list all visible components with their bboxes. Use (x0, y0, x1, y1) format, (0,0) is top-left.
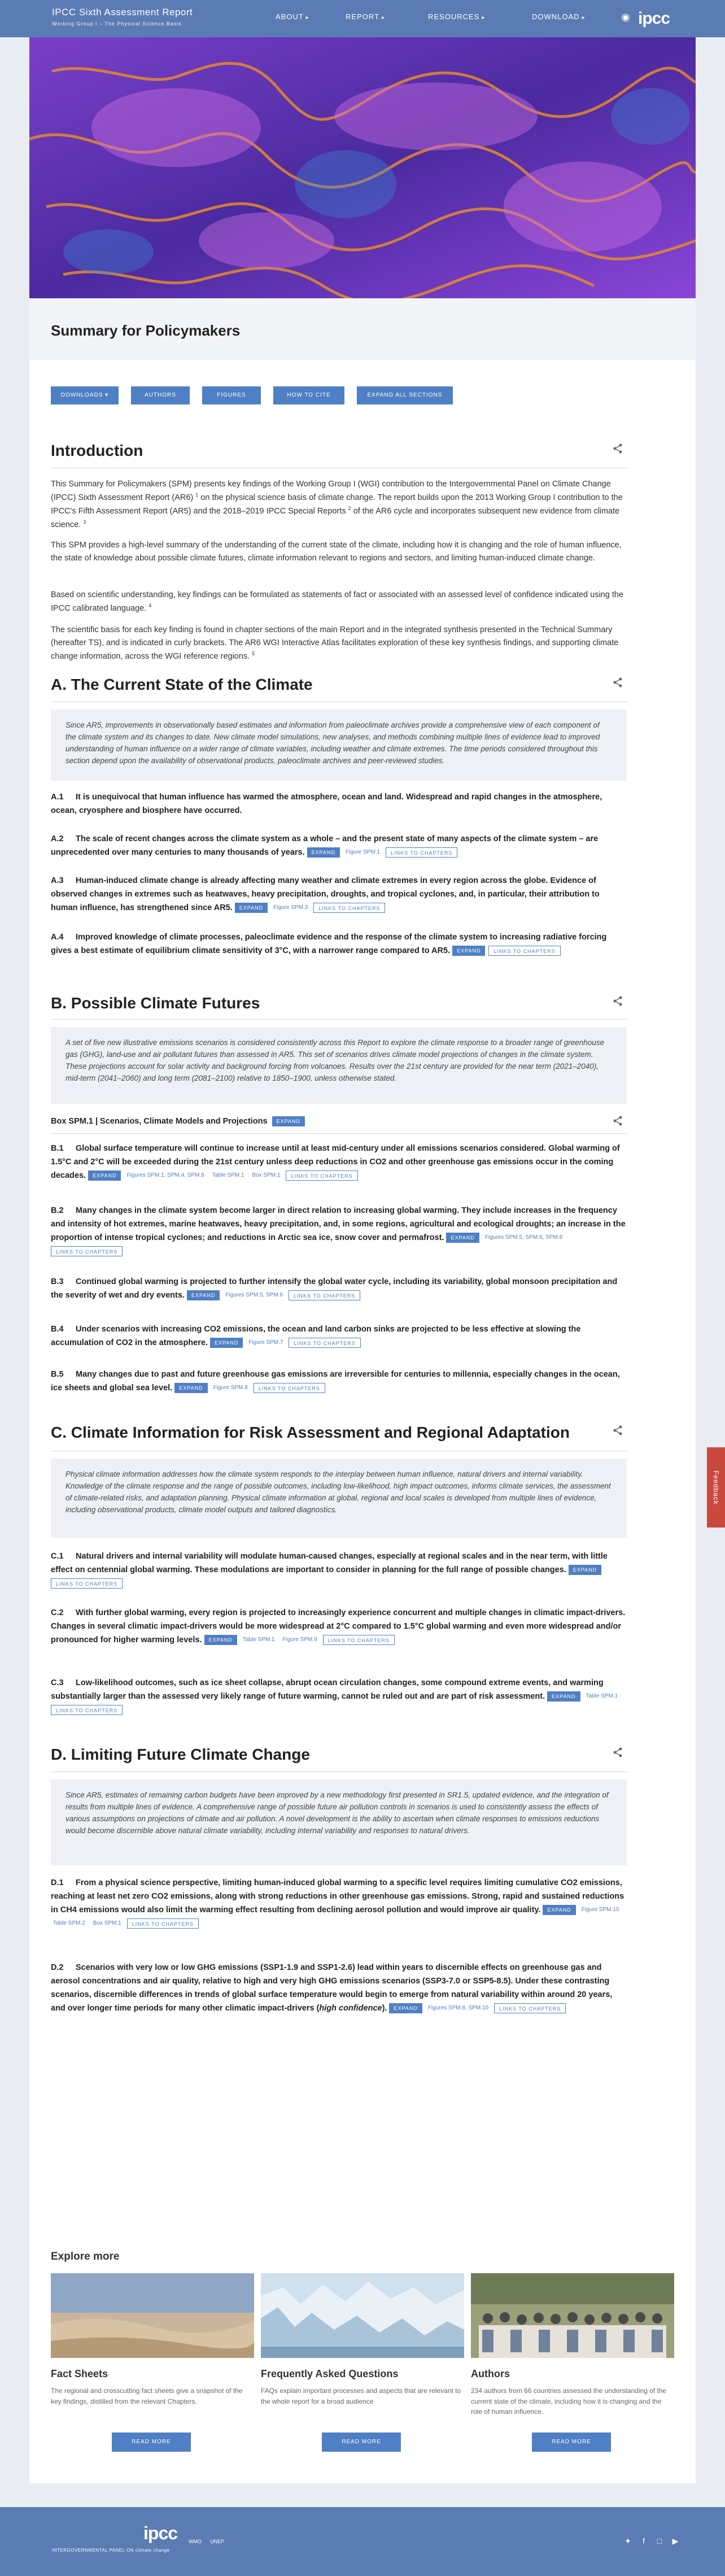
finding-text: Improved knowledge of climate processes, paleoclimate evidence and the response of the climate system to increasing radiative forcing gives a best estimate of equilibrium climate sensitivity of 3°C, with a narrower range compared to AR5. (51, 933, 607, 955)
read-more-button[interactable]: READ MORE (322, 2433, 401, 2452)
brand-subtitle: Working Group I – The Physical Science Basis (52, 21, 182, 27)
authors-thumbnail[interactable] (471, 2273, 674, 2358)
expand-button[interactable]: EXPAND (543, 1905, 575, 1915)
content-card (29, 298, 696, 2483)
expand-button[interactable]: EXPAND (204, 1635, 237, 1645)
expand-all-button[interactable]: EXPAND ALL SECTIONS (357, 386, 453, 404)
intro-paragraph-4 (51, 624, 627, 663)
finding-text: Natural drivers and internal variability will modulate human-caused changes, especially at regional scales and in the near term, with little effect on centennial global warming. These modulations are important to consider in planning for the full range of possible changes. (51, 1552, 608, 1574)
section-b-intro-box: A set of five new illustrative emissions scenarios is considered consistently across this Report to explore the climate response to a broader range of greenhouse gas (GHG), land-use and air pollutant futures than assessed in AR5. This set of scenarios drives climate model projections of changes in the climate system. These projections account for solar activity and background forcing from volcanoes. Results over the 21st century are provided for the near term (2021–2040), mid-term (2041–2060) and long term (2081–2100) relative to 1850–1900, unless otherwise stated. (51, 1027, 627, 1104)
nav-resources[interactable] (428, 12, 485, 21)
expand-button[interactable]: EXPAND (446, 1233, 479, 1243)
table-link[interactable]: Table SPM.1 (586, 1693, 618, 1700)
figure-link[interactable]: Figures SPM.8, SPM.10 (427, 2004, 489, 2011)
finding-d2 (51, 1961, 627, 2016)
explore-title: Explore more (51, 2251, 120, 2262)
intro-text-4: The scientific basis for each key finding is found in chapter sections of the main Report and in the integrated synthesis presented in the Technical Summary (hereafter TS), and is indicated in curly brackets. The AR6 WGI Interactive Atlas facilitates exploration of these key synthesis findings, and supporting climate change information, across the WGI reference regions. (51, 625, 619, 662)
links-to-chapters-button[interactable]: LINKS TO CHAPTERS (323, 1635, 395, 1645)
figure-link[interactable]: Figure SPM.3 (273, 904, 308, 911)
figure-link[interactable]: Figure SPM.7 (248, 1339, 283, 1346)
finding-number: A.1 (51, 793, 64, 802)
links-to-chapters-button[interactable]: LINKS TO CHAPTERS (488, 946, 560, 956)
card-title: Frequently Asked Questions (261, 2368, 399, 2379)
finding-d1 (51, 1877, 627, 1931)
footer-ipcc-logo[interactable]: ipcc (143, 2523, 178, 2543)
figures-button[interactable]: FIGURES (202, 386, 261, 404)
nav-report-label: REPORT (346, 12, 379, 21)
finding-a4 (51, 931, 627, 958)
globe-icon[interactable]: ◉ (621, 11, 630, 23)
section-d-intro-box: Since AR5, estimates of remaining carbon budgets have been improved by a new methodology first presented in SR1.5, updated evidence, and the integration of results from multiple lines of evidence. A comprehensive range of possible future air pollution controls in scenarios is used to consistently assess the effects of various assumptions on projections of climate and air pollution. A novel development is the ability to ascertain when climate responses to emissions reductions would become discernible above natural climate variability, including internal variability and responses to natural drivers. (51, 1779, 627, 1865)
intro-paragraph-2: This SPM provides a high-level summary of the understanding of the current state of the climate, including how it is changing and the role of human influence, the state of knowledge about possible climate futures, climate information relevant to regions and sectors, and limiting human-induced climate change. (51, 541, 622, 563)
expand-button[interactable]: EXPAND (235, 903, 268, 913)
section-a-intro-box: Since AR5, improvements in observationally based estimates and information from paleoclimate archives provide a comprehensive view of each component of the climate system and its changes to date. New climate model simulations, new analyses, and methods combining multiple lines of evidence lead to improved understanding of human influence on a wider range of climate variables, including weather and climate extremes. The time periods considered throughout this section depend upon the availability of observational products, paleoclimate archives and peer-reviewed studies. (51, 710, 627, 781)
links-to-chapters-button[interactable]: LINKS TO CHAPTERS (386, 847, 457, 858)
links-to-chapters-button[interactable]: LINKS TO CHAPTERS (127, 1918, 199, 1929)
card-title: Authors (471, 2368, 510, 2379)
twitter-icon[interactable]: ✦ (624, 2536, 631, 2545)
intro-paragraph-3 (51, 589, 627, 615)
explore-card-fact-sheets (51, 2273, 254, 2460)
hero-map-graphic (29, 37, 696, 298)
links-to-chapters-button[interactable]: LINKS TO CHAPTERS (51, 1246, 123, 1256)
share-icon[interactable] (612, 677, 626, 690)
finding-b1 (51, 1142, 627, 1183)
finding-number: B.2 (51, 1206, 64, 1215)
finding-text: The scale of recent changes across the climate system as a whole – and the present state of many aspects of the climate system – are unprecedented over many centuries to many thousands of years. (51, 834, 599, 857)
expand-button[interactable]: EXPAND (452, 946, 485, 956)
card-description: 234 authors from 66 countries assessed the understanding of the current state of the climate, including how it is changing and the role of human influence. (471, 2387, 667, 2416)
finding-text: It is unequivocal that human influence has warmed the atmosphere, ocean and land. Widespread and rapid changes in the atmosphere, ocean, cryosphere and biosphere have occurred. (51, 793, 602, 815)
authors-button[interactable]: AUTHORS (131, 386, 190, 404)
expand-button[interactable]: EXPAND (272, 1116, 305, 1126)
figure-link[interactable]: Figures SPM.5, SPM.6 (225, 1292, 283, 1299)
figure-link[interactable]: Figure SPM.1 (346, 849, 381, 856)
chevron-icon: ▸ (381, 15, 385, 21)
finding-b2 (51, 1204, 627, 1259)
expand-button[interactable]: EXPAND (389, 2003, 422, 2013)
finding-number: A.3 (51, 876, 64, 885)
intro-paragraph-1 (51, 478, 627, 532)
chevron-icon: ▸ (582, 15, 586, 21)
finding-text: From a physical science perspective, limiting human-induced global warming to a specific level requires limiting cumulative CO2 emissions, reaching at least net zero CO2 emissions, along with strong reductions in other greenhouse gas emissions. Strong, rapid and sustained reductions in CH4 emissions would also limit the warming effect resulting from declining aerosol pollution and would improve air quality. (51, 1878, 624, 1914)
finding-b5 (51, 1368, 627, 1395)
intro-text-1c: of the AR6 cycle and incorporates subsequent new evidence from climate science. (51, 507, 620, 530)
finding-number: B.1 (51, 1144, 64, 1153)
ipcc-logo[interactable]: ipcc (638, 9, 670, 28)
finding-a1 (51, 791, 627, 818)
divider (51, 1133, 627, 1134)
finding-c3 (51, 1677, 627, 1717)
links-to-chapters-button[interactable]: LINKS TO CHAPTERS (289, 1338, 360, 1348)
links-to-chapters-button[interactable]: LINKS TO CHAPTERS (51, 1578, 123, 1589)
main-nav (0, 12, 725, 26)
section-b-heading: B. Possible Climate Futures (51, 994, 260, 1012)
expand-button[interactable]: EXPAND (547, 1691, 580, 1702)
finding-text: Low-likelihood outcomes, such as ice sheet collapse, abrupt ocean circulation changes, some compound extreme events, and warming substantially larger than the assessed very likely range of future warming, cannot be ruled out and are part of risk assessment. (51, 1678, 604, 1701)
wmo-logo[interactable]: WMO (189, 2539, 202, 2544)
links-to-chapters-button[interactable]: LINKS TO CHAPTERS (286, 1170, 357, 1181)
divider (51, 1019, 627, 1020)
finding-a3 (51, 874, 627, 915)
finding-number: C.1 (51, 1552, 64, 1561)
site-footer (0, 2507, 725, 2576)
links-to-chapters-button[interactable]: LINKS TO CHAPTERS (51, 1705, 123, 1715)
figure-link[interactable]: Figure SPM.10 (581, 1907, 619, 1913)
youtube-icon[interactable]: ▶ (672, 2536, 679, 2545)
nav-about[interactable] (276, 12, 309, 21)
nav-about-label: ABOUT (276, 12, 304, 21)
facebook-icon[interactable]: f (643, 2536, 645, 2545)
section-d-heading: D. Limiting Future Climate Change (51, 1746, 310, 1763)
nav-download[interactable] (532, 12, 586, 21)
table-link[interactable]: Table SPM.2 (53, 1920, 85, 1926)
box-link[interactable]: Box SPM.1 (93, 1920, 121, 1926)
links-to-chapters-button[interactable]: LINKS TO CHAPTERS (494, 2003, 566, 2013)
how-to-cite-button[interactable]: HOW TO CITE (273, 386, 344, 404)
table-link[interactable]: Table SPM.1 (212, 1172, 244, 1179)
fact-sheets-thumbnail[interactable] (51, 2273, 254, 2358)
expand-button[interactable]: EXPAND (174, 1383, 207, 1393)
title-band (29, 298, 696, 360)
links-to-chapters-button[interactable]: LINKS TO CHAPTERS (289, 1290, 360, 1300)
finding-b3 (51, 1276, 627, 1303)
finding-number: B.3 (51, 1277, 64, 1286)
share-icon[interactable] (612, 995, 626, 1009)
downloads-button-label: DOWNLOADS (60, 392, 103, 398)
box-spm1 (51, 1116, 627, 1126)
brand-title[interactable]: IPCC Sixth Assessment Report (52, 7, 193, 18)
finding-text: Many changes in the climate system become larger in direct relation to increasing global warming. They include increases in the frequency and intensity of hot extremes, marine heatwaves, heavy precipitation, and, in some regions, agricultural and ecological droughts; an increase in the proportion of intense tropical cyclones; and reductions in Arctic sea ice, snow cover and permafrost. (51, 1206, 626, 1242)
finding-text: Global surface temperature will continue to increase until at least mid-century under all emissions scenarios considered. Global warming of 1.5°C and 2°C will be exceeded during the 21st century unless deep reductions in CO2 and other greenhouse gas emissions occur in the coming decades. (51, 1144, 620, 1180)
intro-heading: Introduction (51, 442, 143, 459)
card-description: FAQs explain important processes and aspects that are relevant to the whole report for a broad audience (261, 2387, 461, 2405)
instagram-icon[interactable]: □ (657, 2536, 662, 2545)
finding-text: Scenarios with very low or low GHG emissions (SSP1-1.9 and SSP1-2.6) lead within years to discernible effects on greenhouse gas and aerosol concentrations and air quality, relative to high and very high GHG emissions scenarios (SSP3-7.0 or SSP5-8.5). Under these contrasting scenarios, discernible differences in trends of global surface temperature would begin to emerge from natural variability within around 20 years, and over longer time periods for many other climatic impact-drivers ( (51, 1963, 613, 2013)
page-title: Summary for Policymakers (51, 322, 241, 339)
finding-text: Continued global warming is projected to further intensify the global water cycle, including its variability, global monsoon precipitation and the severity of wet and dry events. (51, 1277, 618, 1300)
footnote-ref[interactable]: 3 (83, 519, 86, 525)
hero-image (29, 37, 696, 298)
card-description: The regional and crosscutting fact sheets give a snapshot of the key findings, distilled from the relevant Chapters. (51, 2387, 243, 2405)
finding-text: Human-induced climate change is already affecting many weather and climate extremes in every region across the globe. Evidence of observed changes in extremes such as heatwaves, heavy precipitation, droughts, and tropical cyclones, and, in particular, their attribution to human influence, has strengthened since AR5. (51, 876, 600, 912)
explore-card-authors (471, 2273, 674, 2460)
faq-thumbnail[interactable] (261, 2273, 464, 2358)
table-link[interactable]: Table SPM.1 (242, 1637, 275, 1643)
expand-button[interactable]: EXPAND (187, 1290, 220, 1300)
share-icon[interactable] (612, 1747, 626, 1760)
figure-link[interactable]: Figure SPM.9 (282, 1637, 317, 1643)
unep-logo[interactable]: UNEP (210, 2539, 225, 2544)
share-icon[interactable] (612, 1115, 626, 1129)
box-link[interactable]: Box SPM.1 (252, 1172, 281, 1179)
expand-button[interactable]: EXPAND (569, 1565, 601, 1575)
explore-card-faq (261, 2273, 464, 2460)
finding-c1 (51, 1550, 627, 1591)
chevron-icon: ▸ (305, 15, 309, 21)
chevron-icon: ▸ (482, 15, 486, 21)
footnote-ref[interactable]: 1 (195, 492, 199, 498)
nav-report[interactable] (346, 12, 385, 21)
finding-text: Under scenarios with increasing CO2 emissions, the ocean and land carbon sinks are projected to be less effective at slowing the accumulation of CO2 in the atmosphere. (51, 1325, 581, 1347)
footnote-ref[interactable]: 5 (252, 651, 255, 657)
finding-c2 (51, 1607, 627, 1647)
finding-text: Many changes due to past and future greenhouse gas emissions are irreversible for centuries to millennia, especially changes in the ocean, ice sheets and global sea level. (51, 1370, 620, 1393)
finding-a2 (51, 833, 627, 860)
finding-b4 (51, 1323, 627, 1350)
footnote-ref[interactable]: 2 (348, 506, 351, 512)
intro-text-1b: on the physical science basis of climate change. The report builds upon the 2013 Working Group I contribution to the IPCC's Fifth Assessment Report (AR5) and the 2018–2019 IPCC Special Reports (51, 493, 623, 516)
section-c-heading: C. Climate Information for Risk Assessment and Regional Adaptation (51, 1424, 570, 1441)
finding-text: With further global warming, every region is projected to increasingly experience concurrent and multiple changes in climatic impact-drivers. Changes in several climatic impact-drivers would be more widespread at 2°C compared to 1.5°C global warming and even more widespread and/or pronounced for higher warming levels. (51, 1608, 626, 1644)
intro-text-1a: This Summary for Policymakers (SPM) presents key findings of the Working Group I (WGI) contribution to the Intergovernmental Panel on Climate Change (IPCC) Sixth Assessment Report (AR6) (51, 480, 611, 503)
expand-button[interactable]: EXPAND (88, 1170, 121, 1181)
card-title: Fact Sheets (51, 2368, 108, 2379)
figure-link[interactable]: Figure SPM.8 (213, 1385, 248, 1391)
finding-number: B.5 (51, 1370, 64, 1379)
footer-tagline: INTERGOVERNMENTAL PANEL ON climate change (52, 2548, 170, 2553)
box-spm1-title: Box SPM.1 | Scenarios, Climate Models and Projections (51, 1116, 268, 1126)
finding-number: A.2 (51, 834, 64, 843)
nav-resources-label: RESOURCES (428, 12, 480, 21)
share-icon[interactable] (612, 443, 626, 456)
finding-number: A.4 (51, 933, 64, 942)
figure-link[interactable]: Figures SPM.1, SPM.4, SPM.8 (126, 1172, 204, 1179)
downloads-button[interactable]: DOWNLOADS ▾ (51, 386, 119, 404)
nav-download-label: DOWNLOAD (532, 12, 580, 21)
site-header (0, 0, 725, 37)
finding-number: D.1 (51, 1878, 64, 1887)
finding-text-end: ). (382, 2003, 387, 2013)
expand-button[interactable]: EXPAND (307, 847, 340, 858)
section-a-heading: A. The Current State of the Climate (51, 676, 313, 693)
read-more-button[interactable]: READ MORE (112, 2433, 191, 2452)
confidence-level: high confidence (319, 2003, 382, 2013)
share-icon[interactable] (612, 1425, 626, 1438)
links-to-chapters-button[interactable]: LINKS TO CHAPTERS (254, 1383, 325, 1393)
finding-number: C.3 (51, 1678, 64, 1687)
finding-number: C.2 (51, 1608, 64, 1617)
links-to-chapters-button[interactable]: LINKS TO CHAPTERS (313, 903, 385, 913)
read-more-button[interactable]: READ MORE (532, 2433, 611, 2452)
figure-link[interactable]: Figures SPM.5, SPM.6, SPM.8 (484, 1234, 563, 1241)
footnote-ref[interactable]: 4 (149, 603, 152, 609)
expand-button[interactable]: EXPAND (210, 1338, 243, 1348)
finding-number: B.4 (51, 1325, 64, 1334)
finding-number: D.2 (51, 1963, 64, 1972)
section-c-intro-box: Physical climate information addresses how the climate system responds to the interplay between human influence, natural drivers and internal variability. Knowledge of the climate response and the range of possible outcomes, including low-likelihood, high impact outcomes, informs climate services, the assessment of climate-related risks, and adaptation planning. Physical climate information at global, regional and local scales is developed from multiple lines of evidence, including observational products, climate model outputs and tailored diagnostics. (51, 1459, 627, 1538)
feedback-tab[interactable]: Feedback (707, 1447, 725, 1528)
intro-text-3: Based on scientific understanding, key findings can be formulated as statements of fact or associated with an assessed level of confidence indicated using the IPCC calibrated language. (51, 590, 623, 613)
